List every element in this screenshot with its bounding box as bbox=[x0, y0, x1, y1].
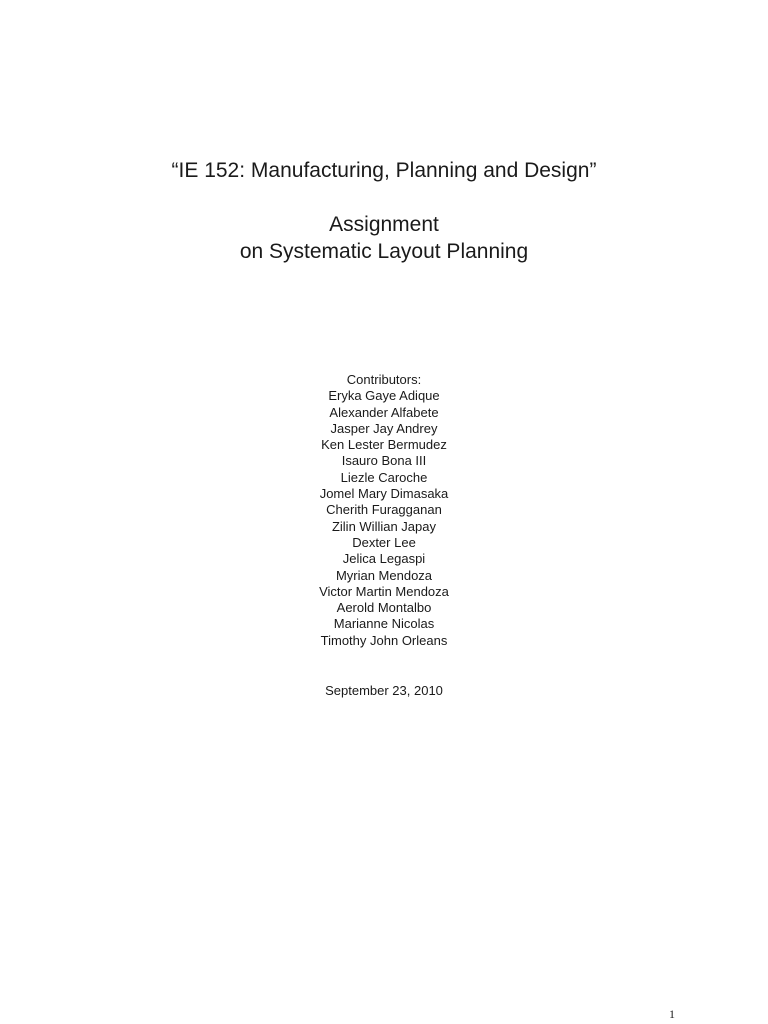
contributor-name: Alexander Alfabete bbox=[329, 404, 439, 420]
contributor-name: Isauro Bona III bbox=[341, 453, 427, 469]
assignment-title-line-2: on Systematic Layout Planning bbox=[239, 240, 529, 263]
contributor-name: Myrian Mendoza bbox=[335, 567, 433, 583]
document-date: September 23, 2010 bbox=[325, 683, 443, 698]
contributor-name: Jomel Mary Dimasaka bbox=[319, 486, 449, 502]
assignment-title bbox=[0, 211, 768, 265]
contributor-name: Ken Lester Bermudez bbox=[321, 437, 447, 453]
contributors-list bbox=[0, 388, 768, 649]
contributor-name: Marianne Nicolas bbox=[333, 616, 435, 632]
contributor-name: Jasper Jay Andrey bbox=[330, 420, 438, 436]
contributor-name: Eryka Gaye Adique bbox=[328, 388, 440, 404]
contributor-name: Jelica Legaspi bbox=[342, 551, 426, 567]
contributor-name: Victor Martin Mendoza bbox=[319, 583, 449, 599]
page-number: 1 bbox=[669, 1007, 675, 1021]
contributor-name: Liezle Caroche bbox=[340, 469, 428, 485]
contributor-name: Zilin Willian Japay bbox=[331, 518, 437, 534]
contributor-name: Cherith Furagganan bbox=[326, 502, 442, 518]
contributors-heading: Contributors: bbox=[346, 372, 422, 387]
assignment-title-line-1: Assignment bbox=[329, 213, 439, 236]
contributor-name: Timothy John Orleans bbox=[320, 632, 448, 648]
contributor-name: Aerold Montalbo bbox=[336, 600, 432, 616]
contributor-name: Dexter Lee bbox=[352, 534, 416, 550]
course-title: “IE 152: Manufacturing, Planning and Design” bbox=[171, 159, 597, 182]
contributors-section bbox=[0, 372, 768, 649]
